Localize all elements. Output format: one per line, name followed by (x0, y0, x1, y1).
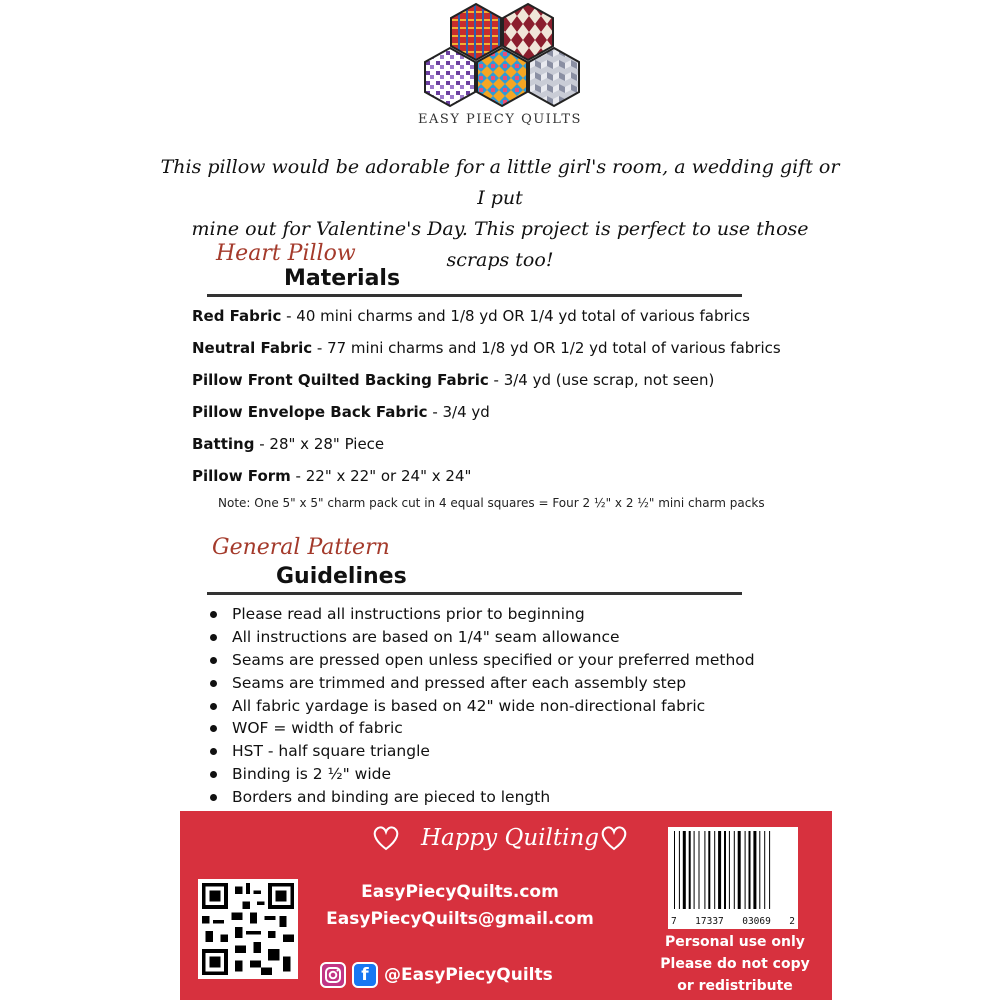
logo-text: EASY PIECY QUILTS (418, 112, 582, 127)
guideline-item: All instructions are based on 1/4" seam allowance (210, 626, 755, 649)
material-item: Pillow Form - 22" x 22" or 24" x 24" (192, 467, 472, 485)
bullet-icon (210, 657, 217, 664)
barcode-bar (734, 831, 735, 909)
barcode-bar (764, 831, 765, 909)
happy-quilting-text: Happy Quilting (420, 825, 600, 851)
material-item: Neutral Fabric - 77 mini charms and 1/8 yd OR 1/2 yd total of various fabrics (192, 339, 781, 357)
barcode-bar (699, 831, 700, 909)
instagram-icon[interactable] (320, 962, 346, 988)
bullet-icon (210, 748, 217, 755)
guideline-item: All fabric yardage is based on 42" wide non-directional fabric (210, 695, 755, 718)
guideline-item: Please read all instructions prior to beginning (210, 603, 755, 626)
guideline-item: Borders and binding are pieced to length (210, 786, 755, 809)
barcode-bars (672, 831, 794, 909)
website-link[interactable]: EasyPiecyQuilts.com (361, 882, 559, 902)
barcode-bar (738, 831, 741, 909)
intro-line-1: This pillow would be adorable for a little girl's room, a wedding gift or I put (160, 156, 840, 209)
barcode-bar (749, 831, 751, 909)
bullet-icon (210, 725, 217, 732)
barcode-bar (729, 831, 730, 909)
guideline-item: Seams are trimmed and pressed after each assembly step (210, 672, 755, 695)
material-item: Red Fabric - 40 mini charms and 1/8 yd OR 1/4 yd total of various fabrics (192, 307, 750, 325)
bullet-icon (210, 771, 217, 778)
footer-banner (180, 811, 832, 1000)
guidelines-divider (207, 592, 742, 595)
charm-pack-note: Note: One 5" x 5" charm pack cut in 4 equal squares = Four 2 ½" x 2 ½" mini charm packs (218, 496, 765, 510)
material-item: Batting - 28" x 28" Piece (192, 435, 385, 453)
email-link[interactable]: EasyPiecyQuilts@gmail.com (326, 909, 594, 929)
barcode-bar (753, 831, 756, 909)
barcode-bar (689, 831, 691, 909)
bullet-icon (210, 680, 217, 687)
usage-line-3: or redistribute (677, 978, 793, 994)
material-item: Pillow Envelope Back Fabric - 3/4 yd (192, 403, 490, 421)
heart-icon (598, 821, 630, 853)
materials-divider (207, 294, 742, 297)
guideline-item: Seams are pressed open unless specified or your preferred method (210, 649, 755, 672)
social-handle[interactable]: @EasyPiecyQuilts (384, 965, 553, 985)
bullet-icon (210, 634, 217, 641)
barcode-bar (704, 831, 705, 909)
barcode-bar (759, 831, 760, 909)
barcode-bar (694, 831, 695, 909)
materials-script-title: Heart Pillow (216, 241, 356, 266)
material-item: Pillow Front Quilted Backing Fabric - 3/4 yd (use scrap, not seen) (192, 371, 715, 389)
barcode-bar (769, 831, 770, 909)
barcode-bar (683, 831, 686, 909)
guideline-item: Binding is 2 ½" wide (210, 763, 755, 786)
barcode-bar (714, 831, 715, 909)
materials-title: Materials (284, 266, 401, 291)
usage-notice (640, 931, 830, 997)
bullet-icon (210, 703, 217, 710)
bullet-icon (210, 611, 217, 618)
materials-list (192, 303, 832, 495)
barcode-bar (674, 831, 675, 909)
barcode-number: 7 17337 03069 2 (671, 916, 795, 927)
bullet-icon (210, 794, 217, 801)
guidelines-title: Guidelines (276, 564, 407, 589)
facebook-icon[interactable]: f (352, 962, 378, 988)
barcode-bar (745, 831, 746, 909)
qr-code-icon[interactable] (198, 879, 298, 979)
guideline-item: WOF = width of fabric (210, 717, 755, 740)
barcode-bar (708, 831, 710, 909)
intro-line-2: mine out for Valentine's Day. This project is perfect to use those scraps too! (191, 218, 809, 271)
social-row (320, 961, 553, 989)
contact-block (310, 879, 610, 933)
guidelines-script-title: General Pattern (212, 535, 390, 560)
guideline-item: HST - half square triangle (210, 740, 755, 763)
usage-line-1: Personal use only (665, 934, 805, 950)
barcode-bar (718, 831, 721, 909)
barcode-bar (724, 831, 726, 909)
barcode-bar (679, 831, 680, 909)
usage-line-2: Please do not copy (660, 956, 810, 972)
guidelines-list (210, 603, 755, 809)
barcode-icon (668, 827, 798, 929)
